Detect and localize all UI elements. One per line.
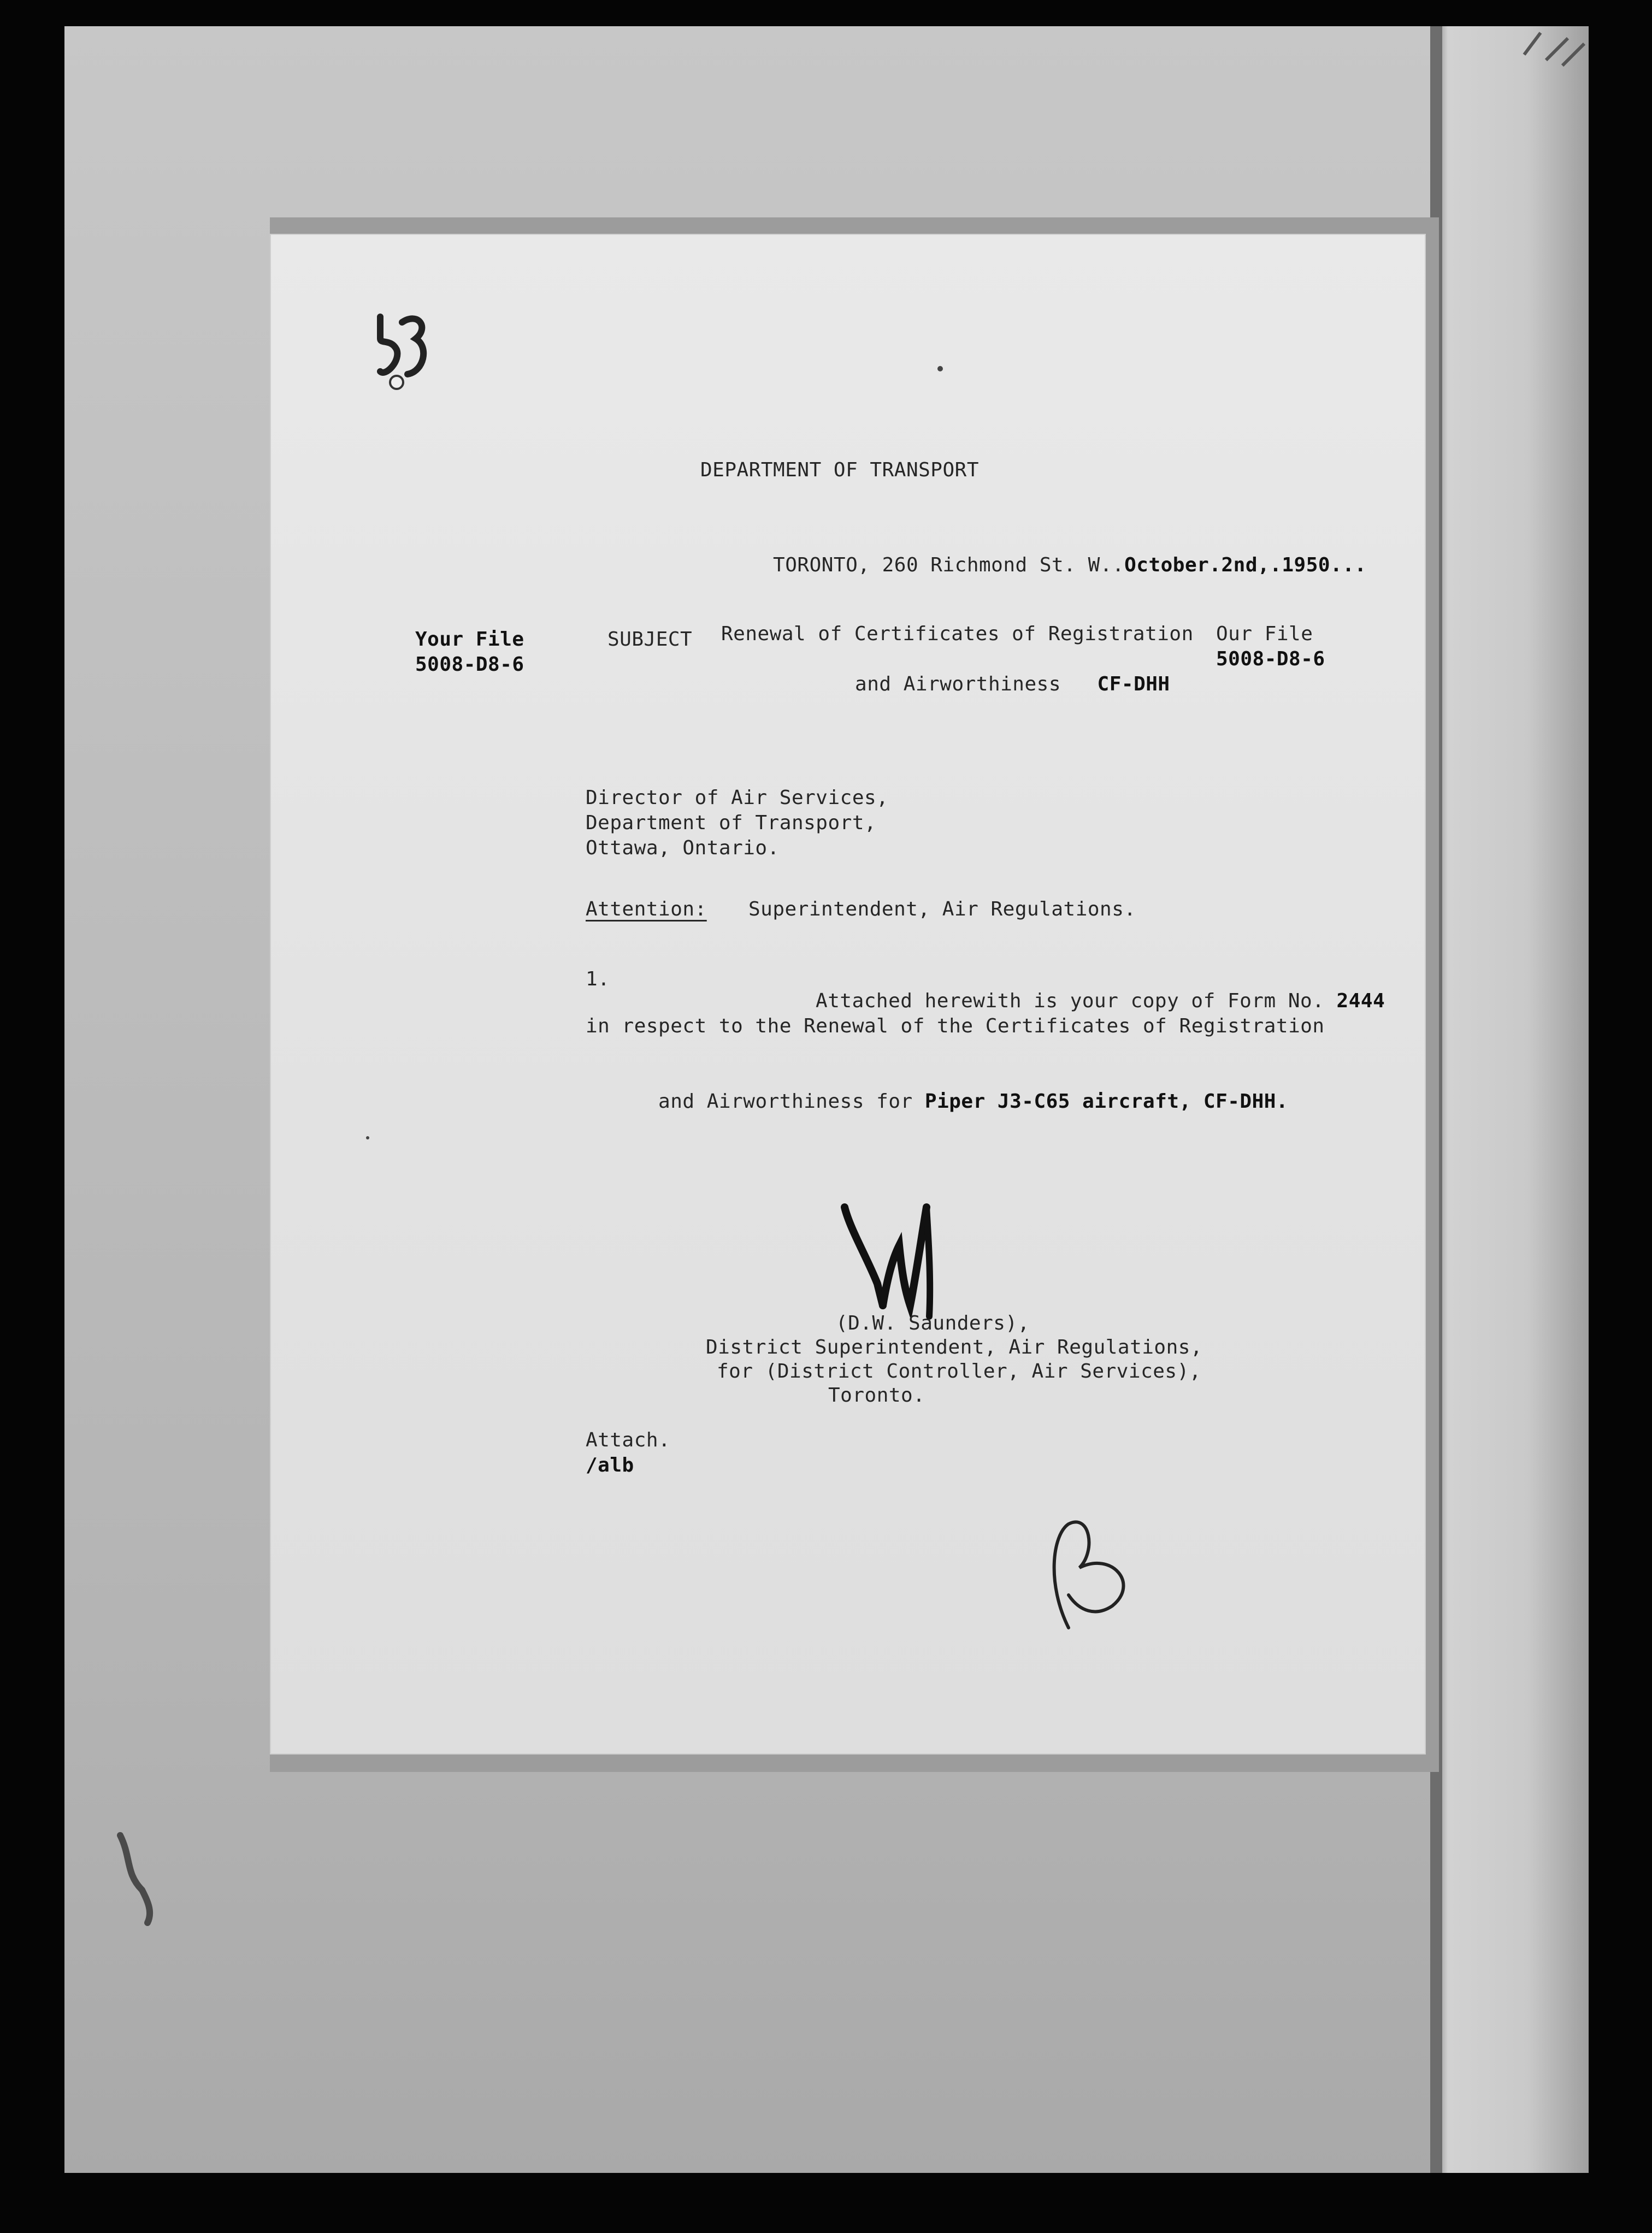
letter-page [271,235,1425,1753]
your-file-number: 5008-D8-6 [415,653,524,676]
typist-initials: /alb [586,1454,634,1476]
attention-value: Superintendent, Air Regulations. [748,898,1136,920]
handwritten-letter-mark [1036,1502,1145,1644]
attachment-note: Attach. [586,1429,671,1451]
aircraft-description: Piper J3-C65 aircraft, CF-DHH. [924,1090,1289,1113]
file-folder-edge [1436,26,1589,2173]
signatory-name: (D.W. Saunders), [836,1312,1030,1334]
subject-label: SUBJECT [607,628,693,651]
letter-place-line [700,528,1367,603]
addressee-line: Ottawa, Ontario. [586,837,780,859]
signatory-for-line: for (District Controller, Air Services), [717,1360,1201,1383]
paper-speck [937,366,943,371]
subject-line-2-text: and Airworthiness [855,673,1061,695]
paragraph-number: 1. [586,968,610,990]
department-heading: DEPARTMENT OF TRANSPORT [700,459,979,481]
place-address: TORONTO, 260 Richmond St. W.. [773,554,1125,576]
paragraph-line-2: in respect to the Renewal of the Certificates of Registration [586,1015,1325,1037]
our-file-label: Our File [1216,623,1313,645]
letter-date: October.2nd,.1950... [1124,554,1367,576]
paper-speck [366,1136,369,1139]
signatory-title: District Superintendent, Air Regulations, [706,1336,1203,1358]
film-corner-scratches [1519,22,1590,71]
subject-line-1: Renewal of Certificates of Registration [721,623,1194,645]
signatory-city: Toronto. [828,1384,925,1407]
attention-label: Attention: [586,898,707,920]
addressee-line: Director of Air Services, [586,787,889,809]
film-scratch-mark [109,1824,175,1934]
handwritten-number-mark [364,306,440,399]
paragraph-line-3-text: and Airworthiness for [658,1090,913,1113]
paragraph-line-3 [586,1064,1288,1139]
your-file-label: Your File [415,628,524,651]
paragraph-line-1-text: Attached herewith is your copy of Form No. [816,990,1325,1012]
addressee-line: Department of Transport, [586,812,877,834]
our-file-number: 5008-D8-6 [1216,648,1325,670]
aircraft-registration: CF-DHH [1097,673,1170,695]
form-number: 2444 [1336,990,1385,1012]
subject-line-2 [782,647,1170,722]
